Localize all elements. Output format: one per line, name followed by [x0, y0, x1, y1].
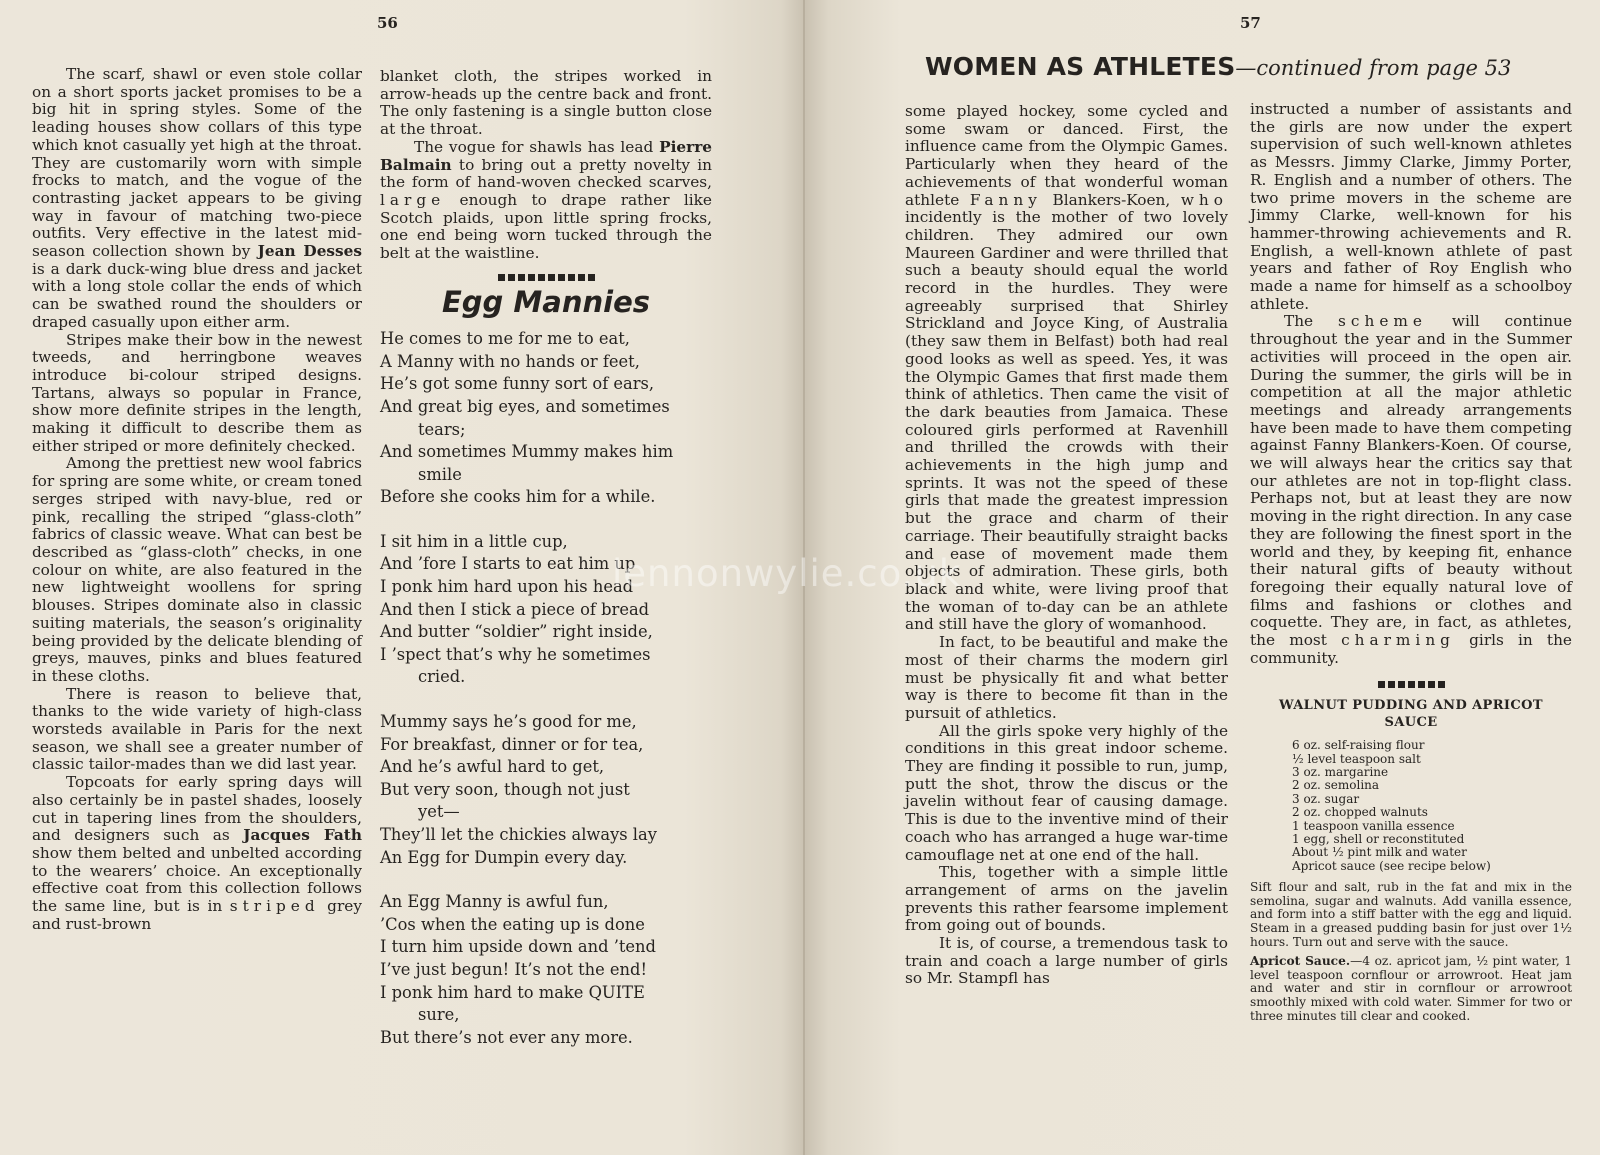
paragraph: instructed a number of assistants and the girls are now under the expert supervision of such well-known athletes as Messrs. Jimmy Clarke, Jimmy Porter, R. English and a number of others. The two prime movers in the scheme are Jimmy Clarke, well-known for his hammer-throwing achievements and R. English, a well-known athlete of past years and father of Roy English who made a name for himself as a schoolboy athlete.	[1250, 100, 1572, 313]
page-number-left: 56	[377, 14, 398, 32]
poem-line: tears;	[418, 419, 466, 439]
article-title: WOMEN AS ATHLETES	[925, 52, 1236, 81]
watermark: lennonwylie.co.uk	[612, 552, 962, 595]
poem-stanza	[380, 328, 712, 509]
ingredient: 1 teaspoon vanilla essence	[1292, 818, 1455, 833]
paragraph: All the girls spoke very highly of the conditions in this great indoor scheme. They are finding it possible to run, jump, putt the shot, throw the discus or the javelin without fear of causing damage. This is due to the inventive mind of their coach who has arranged a huge war-time camouflage net at one end of the hall.	[905, 721, 1228, 864]
poem-line: I ’spect that’s why he sometimes	[380, 644, 651, 664]
paragraph: some played hockey, some cycled and some swam or danced. First, the influence came from the Olympic Games. Particularly when they heard of the achievements of that wonderful woman athlete Fanny Blankers-Koen, who incidently is the mother of two lovely children. They admired our own Maureen Gardiner and were thrilled that such a beauty should equal the world record in the hurdles. They were agreeably surprised that Shirley Strickland and Joyce King, of Australia (they saw them in Belfast) both had real good looks as well as speed. Yes, it was the Olympic Games that first made them think of athletics. Then came the visit of the dark beauties from Jamaica. These coloured girls performed at Ravenhill and thrilled the crowds with their achievements in the high jump and sprints. It was not the speed of these girls that made the greatest impression but the grace and charm of their carriage. Their beautifully straight backs and ease of movement made them objects of admiration. These girls, both black and white, were living proof that the woman of to-day can be an athlete and still have the glory of womanhood.	[905, 102, 1228, 634]
ingredient: 6 oz. self-raising flour	[1292, 738, 1425, 753]
poem-line: And butter “soldier” right inside,	[380, 622, 653, 642]
poem-line: And ’fore I starts to eat him up	[380, 554, 636, 574]
paragraph: The scarf, shawl or even stole collar on a short sports jacket promises to be a big hit in spring styles. Some of the leading houses show collars of this type which knot casually yet high at the throat. They are customarily worn with simple frocks to match, and the vogue of the contrasting jacket appears to be giving way in favour of matching two-piece outfits. Very effective in the latest mid-season collection shown by Jean Desses is a dark duck-wing blue dress and jacket with a long stole collar the ends of which can be swathed round the shoulders or draped casually upon either arm.	[32, 65, 362, 331]
sauce-text	[1250, 955, 1572, 1023]
ingredient: About ½ pint milk and water	[1292, 845, 1467, 860]
ingredient-list	[1250, 739, 1572, 873]
paragraph: This, together with a simple little arrangement of arms on the javelin prevents this rather fearsome implement from going out of bounds.	[905, 863, 1228, 935]
poem	[380, 328, 712, 1049]
paragraph: blanket cloth, the stripes worked in arrow-heads up the centre back and front. The only fastening is a single button close at the throat.	[380, 67, 712, 139]
poem-line: For breakfast, dinner or for tea,	[380, 734, 644, 754]
poem-line: But there’s not ever any more.	[380, 1027, 633, 1047]
ingredient: 1 egg, shell or reconstituted	[1292, 832, 1465, 847]
section-divider	[380, 269, 712, 287]
poem-line: smile	[418, 464, 462, 484]
ingredient: Apricot sauce (see recipe below)	[1292, 858, 1491, 873]
method-text: Sift flour and salt, rub in the fat and mix in the semolina, sugar and walnuts. Add vanilla essence, and form into a stiff batter with the egg and liquid. Steam in a greased pudding basin for just over 1½ hours. Turn out and serve with the sauce.	[1250, 880, 1572, 949]
paragraph: It is, of course, a tremendous task to train and coach a large number of girls so Mr. Stampfl has	[905, 934, 1228, 988]
poem-line: And sometimes Mummy makes him	[380, 442, 674, 462]
poem-line: I ponk him hard to make QUITE	[380, 982, 645, 1002]
paragraph: Among the prettiest new wool fabrics for spring are some white, or cream toned serges striped with navy-blue, red or pink, recalling the striped “glass-cloth” fabrics of classic weave. What can best be described as “glass-cloth” checks, in one colour on white, are also featured in the new lightweight woollens for spring blouses. Stripes dominate also in classic suiting materials, the season’s originality being provided by the delicate blending of greys, mauves, pinks and blues featured in these cloths.	[32, 454, 362, 685]
poem-line: They’ll let the chickies always lay	[380, 825, 657, 845]
poem-line: And then I stick a piece of bread	[380, 599, 650, 619]
ingredient: ½ level teaspoon salt	[1292, 751, 1421, 766]
sauce-label: Apricot Sauce.	[1250, 954, 1351, 969]
continued-from-note: —continued from page 53	[1235, 56, 1512, 80]
ingredient: 3 oz. sugar	[1292, 791, 1360, 806]
section-divider	[1250, 676, 1572, 694]
recipe-title: WALNUT PUDDING AND APRICOT SAUCE	[1279, 698, 1543, 731]
poem-line: He comes to me for me to eat,	[380, 329, 630, 349]
poem-line: Before she cooks him for a while.	[380, 487, 656, 507]
poem-line: A Manny with no hands or feet,	[380, 351, 640, 371]
poem-line: yet—	[418, 802, 460, 822]
poem-line: And great big eyes, and sometimes	[380, 396, 670, 416]
poem-line: And he’s awful hard to get,	[380, 757, 605, 777]
article-heading	[925, 52, 1565, 81]
paragraph: The scheme will continue throughout the year and in the Summer activities will proceed in the open air. During the summer, the girls will be in competition at all the major athletic meetings and already arrangements have been made to have them competing against Fanny Blankers-Koen. Of course, we will always hear the critics say that our athletes are not in top-flight class. Perhaps not, but at least they are now moving in the right direction. In any case they are following the finest sport in the world and they, by keeping fit, enhance their natural gifts of beauty without foregoing their equally natural love of films and fashions or clothes and coquette. They are, in fact, as athletes, the most charming girls in the community.	[1250, 312, 1572, 667]
poem-stanza	[380, 891, 712, 1049]
poem-line: He’s got some funny sort of ears,	[380, 374, 655, 394]
poem-line: I’ve just begun! It’s not the end!	[380, 959, 648, 979]
ingredient: 2 oz. chopped walnuts	[1292, 805, 1428, 820]
poem-line: But very soon, though not just	[380, 779, 630, 799]
athletes-article-column-2	[1250, 101, 1572, 1023]
paragraph: There is reason to believe that, thanks to the wide variety of high-class worsteds available in Paris for the next season, we shall see a greater number of classic tailor-mades than we did last year.	[32, 684, 362, 774]
poem-stanza	[380, 711, 712, 869]
athletes-article-column-1	[905, 103, 1228, 988]
poem-line: Mummy says he’s good for me,	[380, 712, 637, 732]
poem-line: I turn him upside down and ’tend	[380, 937, 656, 957]
ingredient: 2 oz. semolina	[1292, 778, 1380, 793]
paragraph: Stripes make their bow in the newest tweeds, and herringbone weaves introduce bi-colour striped designs. Tartans, always so popular in France, show more definite stripes in the length, making it difficult to describe them as either striped or more definitely checked.	[32, 330, 362, 455]
poem-line: An Egg for Dumpin every day.	[380, 847, 628, 867]
recipe-method	[1250, 881, 1572, 1023]
fashion-article-column-1	[32, 66, 362, 933]
poem-line: I sit him in a little cup,	[380, 531, 568, 551]
poem-line: I ponk him hard upon his head	[380, 577, 634, 597]
paragraph: Topcoats for early spring days will also certainly be in pastel shades, loosely cut in tapering lines from the shoulders, and designers such as Jacques Fath show them belted and unbelted according to the wearers’ choice. An exceptionally effective coat from this collection follows the same line, but is in striped grey and rust-brown	[32, 773, 362, 933]
page-number-right: 57	[1240, 14, 1261, 32]
paragraph: In fact, to be beautiful and make the most of their charms the modern girl must be physically fit and what better way is there to become fit than in the pursuit of athletics.	[905, 633, 1228, 722]
poem-title: Egg Mannies	[441, 285, 650, 320]
sauce-body: —4 oz. apricot jam, ½ pint water, 1 level teaspoon cornflour or arrowroot. Heat jam and water and stir in cornflour or arrowroot smoothly mixed with cold water. Simmer for two or three minutes till clear and cooked.	[1250, 954, 1573, 1023]
poem-line: An Egg Manny is awful fun,	[380, 892, 609, 912]
poem-line: sure,	[418, 1005, 460, 1025]
ingredient: 3 oz. margarine	[1292, 765, 1389, 780]
poem-line: cried.	[418, 667, 466, 687]
poem-line: ’Cos when the eating up is done	[380, 914, 645, 934]
paragraph: The vogue for shawls has lead Pierre Balmain to bring out a pretty novelty in the form of hand-woven checked scarves, large enough to drape rather like Scotch plaids, upon little spring frocks, one end being worn tucked through the belt at the waistline.	[380, 137, 712, 263]
